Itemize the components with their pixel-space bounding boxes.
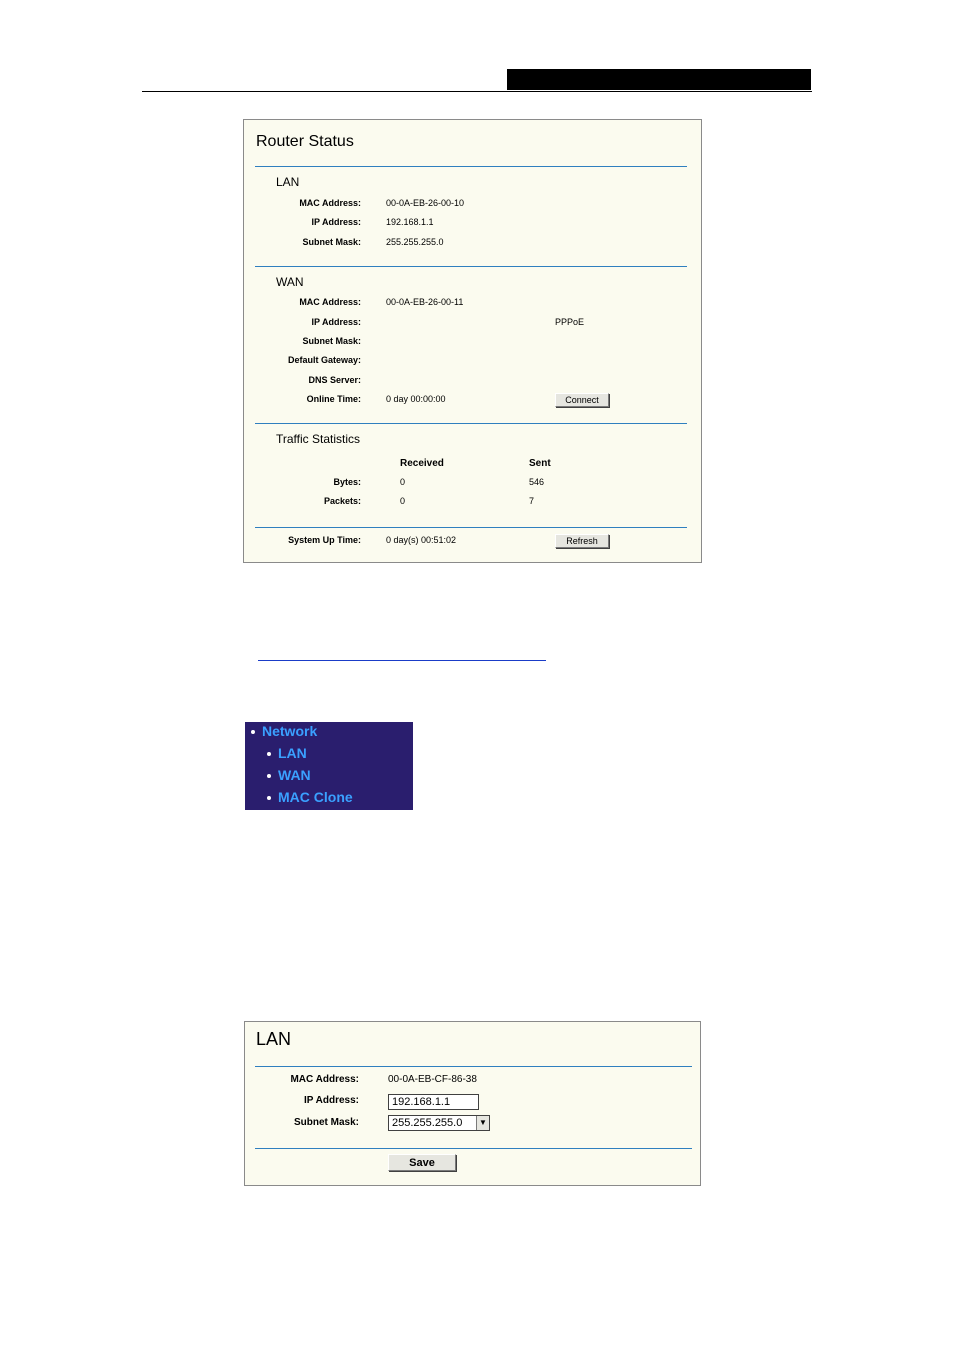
link-underline (258, 660, 546, 661)
lan-ip-label: IP Address: (311, 217, 361, 227)
lan-mac-value: 00-0A-EB-26-00-10 (386, 198, 465, 208)
uptime-label: System Up Time: (288, 535, 361, 545)
panel-title: LAN (256, 1029, 292, 1049)
wan-gateway-label: Default Gateway: (287, 355, 361, 365)
header-rule (142, 91, 812, 92)
panel-title: Router Status (256, 133, 354, 150)
nav-item-lan[interactable]: LAN (278, 745, 307, 761)
packets-received: 0 (400, 496, 406, 506)
subnet-mask-value: 255.255.255.0 (392, 1117, 463, 1129)
packets-sent: 7 (529, 496, 535, 506)
bullet-icon (267, 774, 271, 778)
mac-label: MAC Address: (290, 1074, 359, 1085)
router-status-panel (243, 119, 702, 563)
wan-mac-value: 00-0A-EB-26-00-11 (386, 297, 464, 307)
packets-label: Packets: (323, 496, 361, 506)
nav-menu (245, 722, 413, 810)
wan-mask-label: Subnet Mask: (302, 336, 361, 346)
lan-ip-value: 192.168.1.1 (386, 217, 434, 227)
bytes-received: 0 (400, 477, 406, 487)
mask-label: Subnet Mask: (293, 1117, 359, 1128)
bullet-icon (251, 730, 255, 734)
sent-column-header: Sent (529, 458, 551, 469)
wan-heading: WAN (276, 275, 304, 289)
wan-online-value: 0 day 00:00:00 (386, 394, 446, 404)
divider (255, 1066, 692, 1067)
wan-ip-label: IP Address: (311, 317, 361, 327)
header-bar (507, 69, 811, 90)
nav-item-network[interactable]: Network (262, 723, 318, 739)
wan-ip-type: PPPoE (555, 317, 585, 327)
lan-mask-value: 255.255.255.0 (386, 237, 444, 247)
bullet-icon (267, 752, 271, 756)
received-column-header: Received (400, 458, 444, 469)
divider (255, 266, 687, 267)
wan-mac-label: MAC Address: (299, 297, 361, 307)
nav-item-mac-clone[interactable]: MAC Clone (278, 789, 353, 805)
mac-value: 00-0A-EB-CF-86-38 (388, 1074, 477, 1085)
save-button[interactable]: Save (388, 1154, 456, 1171)
subnet-mask-select[interactable] (388, 1115, 490, 1131)
connect-button[interactable]: Connect (555, 393, 609, 407)
traffic-heading: Traffic Statistics (276, 432, 361, 446)
chevron-down-icon[interactable]: ▼ (476, 1116, 489, 1130)
wan-online-label: Online Time: (306, 394, 361, 404)
lan-mac-label: MAC Address: (299, 198, 361, 208)
divider (255, 423, 687, 424)
lan-settings-panel (244, 1021, 701, 1186)
ip-address-input[interactable] (388, 1094, 479, 1110)
uptime-value: 0 day(s) 00:51:02 (386, 535, 457, 545)
nav-item-wan[interactable]: WAN (278, 767, 311, 783)
ip-label: IP Address: (303, 1095, 359, 1106)
wan-dns-label: DNS Server: (308, 375, 361, 385)
bullet-icon (267, 796, 271, 800)
bytes-label: Bytes: (333, 477, 361, 487)
divider (255, 1148, 692, 1149)
bytes-sent: 546 (529, 477, 545, 487)
divider (255, 527, 687, 528)
divider (255, 166, 687, 167)
lan-mask-label: Subnet Mask: (302, 237, 361, 247)
refresh-button[interactable]: Refresh (555, 534, 609, 548)
lan-heading: LAN (276, 175, 300, 189)
